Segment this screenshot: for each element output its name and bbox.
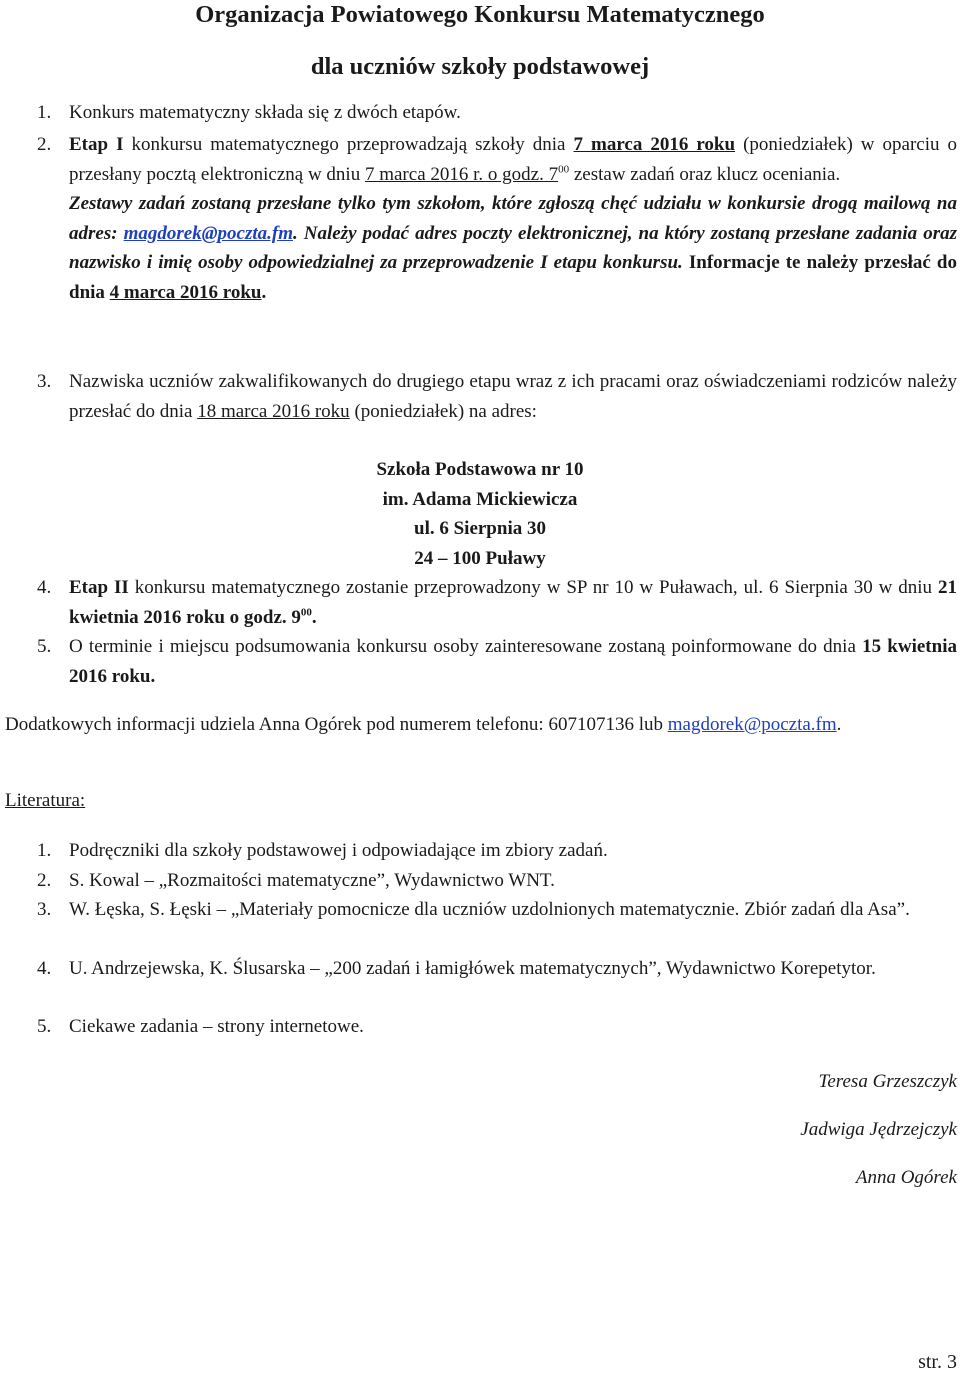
time-superscript: 00	[558, 163, 570, 176]
item-text: konkursu matematycznego przeprowadzają szkoły dnia	[123, 134, 574, 155]
list-number: 4.	[37, 577, 52, 598]
item-text: Informacje te należy przesłać do dnia	[69, 252, 957, 303]
list-number: 5.	[37, 1016, 52, 1037]
email-link[interactable]: magdorek@poczta.fm	[123, 222, 293, 244]
signature: Teresa Grzeszczyk	[818, 1071, 957, 1092]
list-text: Ciekawe zadania – strony internetowe.	[69, 1016, 364, 1037]
signature: Anna Ogórek	[855, 1167, 957, 1188]
item-text: .	[311, 606, 317, 628]
list-number: 2.	[37, 870, 52, 891]
address-line: im. Adama Mickiewicza	[382, 488, 578, 510]
stage-label: Etap II	[69, 577, 129, 598]
item-text: konkursu matematycznego zostanie przeprowadzony w SP nr 10 w Puławach, ul. 6 Sierpnia 30 w dniu	[128, 577, 938, 598]
date-highlight: 7 marca 2016 roku	[573, 134, 736, 155]
date-highlight: 18 marca 2016 roku	[197, 400, 350, 422]
item-text: (poniedziałek) w oparciu o przesłany pocztą elektroniczną w dniu	[69, 134, 957, 185]
item-text: Zestawy zadań zostaną przesłane tylko tym szkołom, które zgłoszą chęć udziału w konkursie drogą mailową na adres:	[69, 193, 957, 244]
date-highlight: 4 marca 2016 roku	[109, 281, 262, 303]
item-text: (poniedziałek) na adres:	[349, 400, 537, 422]
date-highlight: 21 kwietnia 2016 roku o godz. 9	[69, 577, 957, 628]
school-address	[0, 455, 960, 573]
list-text: Podręczniki dla szkoły podstawowej i odpowiadające im zbiory zadań.	[69, 840, 608, 861]
list-number: 4.	[37, 958, 52, 979]
item-text: Nazwiska uczniów zakwalifikowanych do drugiego etapu wraz z ich pracami oraz oświadczeniami rodziców należy przesłać do dnia	[69, 371, 957, 422]
contact-paragraph	[5, 710, 957, 740]
list-text	[69, 130, 957, 307]
page-number: str. 3	[918, 1351, 957, 1373]
time-superscript: 00	[300, 606, 312, 619]
list-text: U. Andrzejewska, K. Ślusarska – „200 zadań i łamigłówek matematycznych”, Wydawnictwo Korepetytor.	[69, 958, 876, 979]
date-highlight: 15 kwietnia 2016 roku.	[69, 636, 957, 687]
page-title: Organizacja Powiatowego Konkursu Matematycznego	[195, 1, 765, 28]
item-text: .	[261, 281, 267, 303]
list-text	[69, 98, 957, 128]
literature-heading: Literatura:	[5, 790, 86, 811]
item-text: zestaw zadań oraz klucz oceniania.	[569, 163, 841, 185]
list-text	[69, 367, 957, 426]
list-number: 1.	[37, 840, 52, 861]
list-text	[69, 573, 957, 632]
signature: Jadwiga Jędrzejczyk	[800, 1119, 957, 1140]
list-number: 1.	[37, 102, 52, 123]
list-number: 2.	[37, 134, 52, 155]
date-time: 7 marca 2016 r. o godz. 7	[364, 163, 559, 185]
page-subtitle: dla uczniów szkoły podstawowej	[310, 53, 650, 80]
list-number: 3.	[37, 371, 52, 392]
contact-text: Dodatkowych informacji udziela Anna Ogórek pod numerem telefonu: 607107136 lub	[5, 714, 668, 735]
address-line: Szkoła Podstawowa nr 10	[376, 459, 584, 480]
stage-label: Etap I	[69, 134, 124, 155]
list-text	[69, 632, 957, 691]
list-number: 5.	[37, 636, 52, 657]
item-text: Konkurs matematyczny składa się z dwóch etapów.	[69, 102, 461, 123]
contact-text: .	[836, 714, 842, 735]
item-text: . Należy podać adres poczty elektronicznej, na który zostaną przesłane zadania oraz nazwisko i imię osoby odpowiedzialnej za przeprowadzenie I etapu konkursu.	[69, 222, 957, 273]
address-line: ul. 6 Sierpnia 30	[414, 518, 546, 539]
item-text: O terminie i miejscu podsumowania konkursu osoby zainteresowane zostaną poinformowane do dnia	[69, 636, 863, 657]
list-text: W. Łęska, S. Łęski – „Materiały pomocnicze dla uczniów uzdolnionych matematycznie. Zbiór zadań dla Asa”.	[69, 899, 910, 920]
address-line: 24 – 100 Puławy	[414, 547, 546, 569]
list-number: 3.	[37, 899, 52, 920]
list-text: S. Kowal – „Rozmaitości matematyczne”, Wydawnictwo WNT.	[69, 870, 555, 891]
contact-email-link[interactable]: magdorek@poczta.fm	[667, 714, 837, 735]
